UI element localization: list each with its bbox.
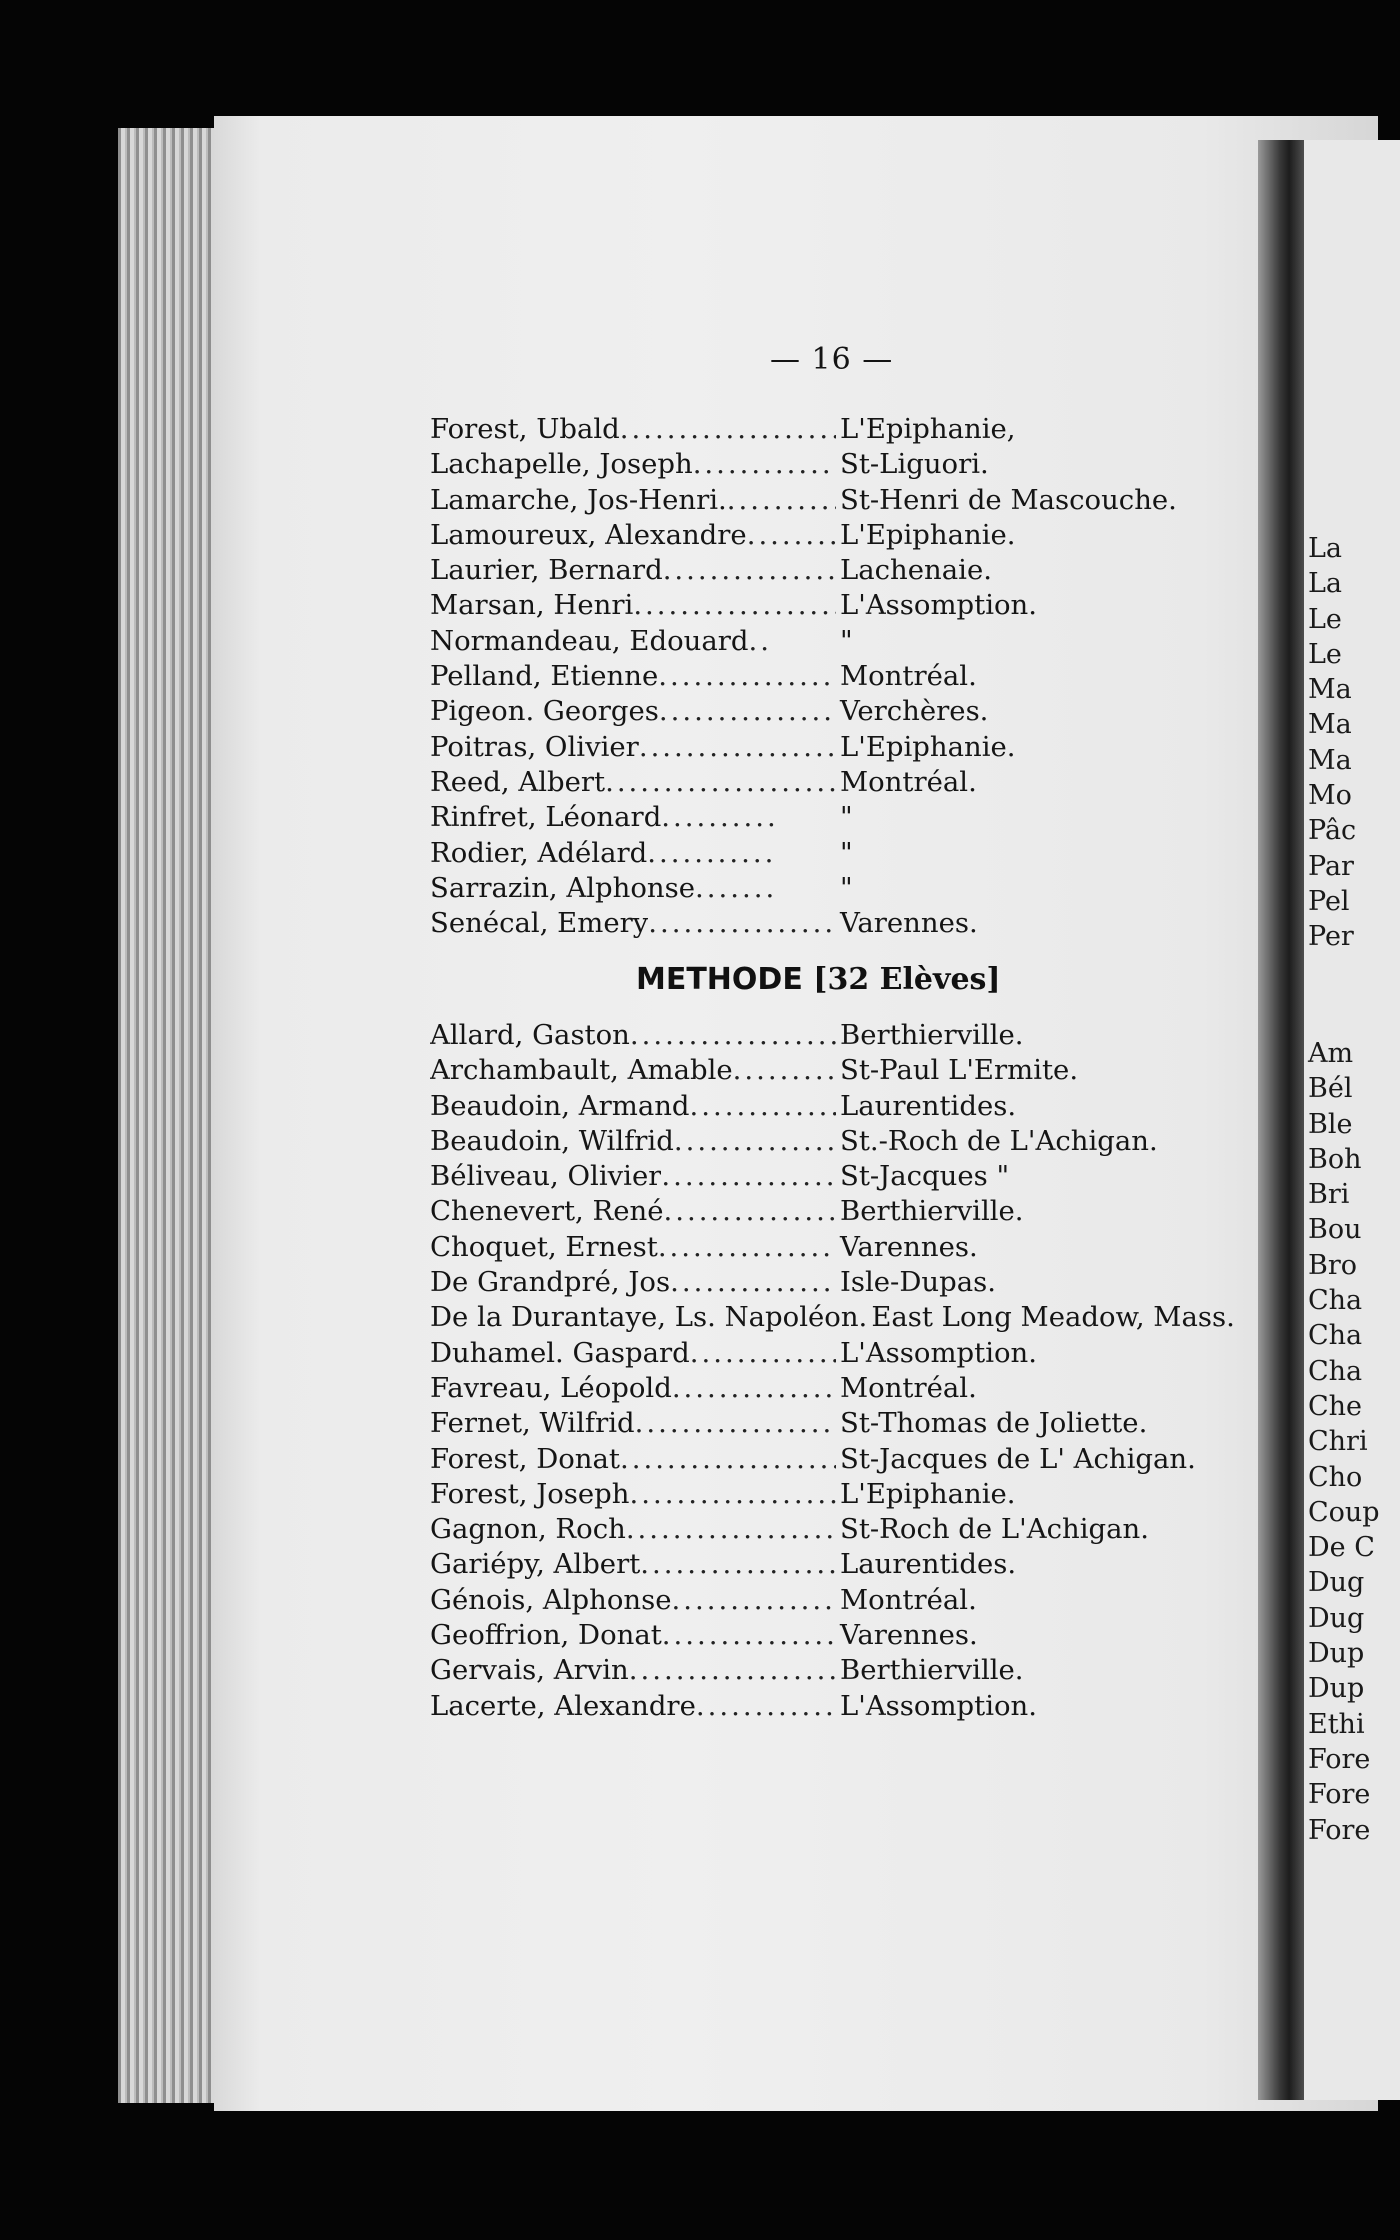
student-name: Lamoureux, Alexandre <box>430 518 747 551</box>
student-name: Sarrazin, Alphonse <box>430 871 696 904</box>
student-place: " <box>840 624 853 657</box>
student-name: Reed, Albert <box>430 765 606 798</box>
student-place: Laurentides. <box>840 1548 1017 1581</box>
student-place: St-Roch de L'Achigan. <box>840 1513 1149 1546</box>
list-item <box>430 730 1280 765</box>
section-heading <box>636 962 1001 997</box>
dot-leader <box>663 1194 836 1229</box>
student-name: De la Durantaye, Ls. Napoléon. <box>430 1301 868 1334</box>
student-place: Montréal. <box>840 765 977 798</box>
list-item <box>430 1477 1280 1512</box>
right-page-text-fragment: Cha <box>1308 1285 1363 1317</box>
list-item <box>430 1053 1280 1088</box>
list-item <box>430 1265 1280 1300</box>
list-item <box>430 553 1280 588</box>
right-page-text-fragment: Bou <box>1308 1214 1362 1246</box>
dot-leader <box>640 1547 836 1582</box>
student-name: Normandeau, Edouard <box>430 624 749 657</box>
dot-leader <box>662 1618 836 1653</box>
right-page-text-fragment: Dug <box>1308 1567 1365 1599</box>
student-name: Gariépy, Albert <box>430 1548 641 1581</box>
student-name: Béliveau, Olivier <box>430 1160 662 1193</box>
dot-leader <box>690 1336 836 1371</box>
dot-leader <box>658 1230 836 1265</box>
student-place: St-Henri de Mascouche. <box>840 483 1177 516</box>
list-item <box>430 588 1280 623</box>
list-item <box>430 1689 1280 1724</box>
student-place: St-Thomas de Joliette. <box>840 1407 1148 1440</box>
dot-leader <box>626 1512 836 1547</box>
student-name: Rinfret, Léonard <box>430 801 662 834</box>
dot-leader <box>749 624 774 659</box>
student-place: L'Assomption. <box>840 589 1037 622</box>
dot-leader <box>661 1159 836 1194</box>
right-page-text-fragment: De C <box>1308 1532 1375 1564</box>
dot-leader <box>695 871 774 906</box>
dot-leader <box>661 800 774 835</box>
student-name: Génois, Alphonse <box>430 1583 672 1616</box>
student-name: Pelland, Etienne <box>430 660 659 693</box>
student-place: Varennes. <box>840 1230 978 1263</box>
student-name: Pigeon. Georges <box>430 695 659 728</box>
right-page-text-fragment: Ma <box>1308 744 1352 776</box>
student-name: Rodier, Adélard <box>430 836 648 869</box>
student-name: Fernet, Wilfrid <box>430 1407 635 1440</box>
right-page-bottom-fragments <box>1304 1036 1400 1848</box>
student-name: Beaudoin, Wilfrid <box>430 1124 674 1157</box>
list-item <box>430 1442 1280 1477</box>
student-name: Forest, Joseph <box>430 1477 630 1510</box>
list-item <box>430 518 1280 553</box>
student-place: St-Jacques " <box>840 1160 1010 1193</box>
dot-leader <box>672 1583 836 1618</box>
list-item <box>430 1300 1280 1335</box>
student-name: Chenevert, René <box>430 1195 664 1228</box>
dot-leader <box>629 1477 836 1512</box>
right-page-text-fragment: Boh <box>1308 1143 1362 1175</box>
dot-leader <box>630 1018 836 1053</box>
student-place: St-Paul L'Ermite. <box>840 1054 1079 1087</box>
right-page-text-fragment: Ethi <box>1308 1708 1365 1740</box>
dot-leader <box>629 1653 836 1688</box>
student-place: Varennes. <box>840 907 978 940</box>
student-name: Lamarche, Jos-Henri. <box>430 483 727 516</box>
student-place: Berthierville. <box>840 1195 1024 1228</box>
right-page-text-fragment: Par <box>1308 850 1354 882</box>
student-place: L'Assomption. <box>840 1336 1037 1369</box>
student-list-methode <box>430 1018 1280 1724</box>
student-name: Archambault, Amable <box>430 1054 733 1087</box>
list-item <box>430 1124 1280 1159</box>
page-edges <box>118 128 228 2103</box>
right-page-text-fragment: Che <box>1308 1390 1363 1422</box>
student-place: Laurentides. <box>840 1089 1017 1122</box>
list-item <box>430 412 1280 447</box>
student-place: L'Assomption. <box>840 1689 1037 1722</box>
student-place: L'Epiphanie. <box>840 730 1016 763</box>
right-page-text-fragment: Pâc <box>1308 815 1357 847</box>
list-item <box>430 1653 1280 1688</box>
right-page <box>1304 140 1400 2100</box>
dot-leader <box>659 694 836 729</box>
right-page-text-fragment: Ma <box>1308 709 1352 741</box>
list-item <box>430 1018 1280 1053</box>
right-page-text-fragment: Cha <box>1308 1320 1363 1352</box>
list-item <box>430 836 1280 871</box>
student-name: Choquet, Ernest <box>430 1230 658 1263</box>
right-page-text-fragment: Ma <box>1308 674 1352 706</box>
student-name: Gagnon, Roch <box>430 1513 626 1546</box>
student-name: Marsan, Henri <box>430 589 634 622</box>
student-place: Montréal. <box>840 660 977 693</box>
list-item <box>430 1159 1280 1194</box>
right-page-text-fragment: Pel <box>1308 885 1350 917</box>
student-name: Lacerte, Alexandre <box>430 1689 696 1722</box>
list-item <box>430 800 1280 835</box>
right-page-text-fragment: Cha <box>1308 1355 1363 1387</box>
dot-leader <box>633 588 836 623</box>
right-page-text-fragment: Coup <box>1308 1496 1380 1528</box>
dot-leader <box>693 447 836 482</box>
student-place: " <box>840 871 853 904</box>
list-item <box>430 1583 1280 1618</box>
list-item <box>430 483 1280 518</box>
right-page-text-fragment: Fore <box>1308 1814 1371 1846</box>
dot-leader <box>605 765 836 800</box>
list-item <box>430 906 1280 941</box>
right-page-text-fragment: Le <box>1308 638 1342 670</box>
right-page-text-fragment: Bri <box>1308 1179 1350 1211</box>
dot-leader <box>647 836 774 871</box>
right-page-text-fragment: Am <box>1308 1038 1354 1069</box>
right-page-text-fragment: Bro <box>1308 1249 1358 1281</box>
right-page-text-fragment: Mo <box>1308 780 1352 812</box>
list-item <box>430 1406 1280 1441</box>
student-name: Forest, Ubald <box>430 413 620 445</box>
dot-leader <box>639 730 836 765</box>
student-name: Favreau, Léopold <box>430 1371 672 1404</box>
student-place: Berthierville. <box>840 1019 1024 1051</box>
right-page-text-fragment: Fore <box>1308 1779 1371 1811</box>
dot-leader <box>663 553 836 588</box>
student-place: East Long Meadow, Mass. <box>871 1301 1235 1334</box>
right-page-text-fragment: La <box>1308 533 1343 564</box>
section-count: [32 Elèves] <box>813 962 1001 997</box>
student-place: L'Epiphanie. <box>840 1477 1016 1510</box>
list-item <box>430 1547 1280 1582</box>
student-name: Allard, Gaston <box>430 1019 630 1051</box>
student-place: Lachenaie. <box>840 554 992 587</box>
list-item <box>430 765 1280 800</box>
dot-leader <box>620 412 836 447</box>
right-page-text-fragment: Dup <box>1308 1673 1365 1705</box>
page-number: — 16 — <box>770 342 894 377</box>
dot-leader <box>674 1124 836 1159</box>
student-name: De Grandpré, Jos <box>430 1266 671 1299</box>
list-item <box>430 1618 1280 1653</box>
list-item <box>430 871 1280 906</box>
right-page-text-fragment: Bél <box>1308 1073 1353 1105</box>
list-item <box>430 447 1280 482</box>
student-name: Gervais, Arvin <box>430 1654 629 1687</box>
student-place: Varennes. <box>840 1619 978 1652</box>
dot-leader <box>658 659 836 694</box>
student-place: St.-Roch de L'Achigan. <box>840 1124 1158 1157</box>
student-name: Beaudoin, Armand <box>430 1089 690 1122</box>
student-place: St-Jacques de L' Achigan. <box>840 1442 1196 1475</box>
student-name: Poitras, Olivier <box>430 730 639 763</box>
list-item <box>430 1194 1280 1229</box>
right-page-text-fragment: Le <box>1308 603 1342 635</box>
student-name: Duhamel. Gaspard <box>430 1336 690 1369</box>
student-name: Lachapelle, Joseph <box>430 448 693 481</box>
student-place: Montréal. <box>840 1371 977 1404</box>
student-place: " <box>840 801 853 834</box>
dot-leader <box>648 906 836 941</box>
dot-leader <box>733 1053 836 1088</box>
dot-leader <box>672 1371 836 1406</box>
right-page-text-fragment: Chri <box>1308 1426 1368 1458</box>
student-place: St-Liguori. <box>840 448 989 481</box>
right-page-text-fragment: Cho <box>1308 1461 1363 1493</box>
dot-leader <box>727 483 836 518</box>
student-name: Senécal, Emery <box>430 907 649 940</box>
student-place: Verchères. <box>840 695 989 728</box>
student-place: Montréal. <box>840 1583 977 1616</box>
list-item <box>430 1512 1280 1547</box>
right-page-text-fragment: La <box>1308 568 1343 600</box>
right-page-text-fragment: Ble <box>1308 1108 1353 1140</box>
list-item <box>430 1089 1280 1124</box>
student-place: Isle-Dupas. <box>840 1266 996 1299</box>
student-name: Geoffrion, Donat <box>430 1619 662 1652</box>
list-item <box>430 659 1280 694</box>
right-page-text-fragment: Fore <box>1308 1743 1371 1775</box>
student-place: L'Epiphanie, <box>840 413 1016 445</box>
section-title: METHODE <box>636 962 803 997</box>
dot-leader <box>635 1406 836 1441</box>
student-name: Forest, Donat <box>430 1442 620 1475</box>
student-place: " <box>840 836 853 869</box>
list-item <box>430 1371 1280 1406</box>
student-place: Berthierville. <box>840 1654 1024 1687</box>
list-item <box>430 1336 1280 1371</box>
right-page-text-fragment: Dup <box>1308 1638 1365 1670</box>
dot-leader <box>620 1442 836 1477</box>
student-place: L'Epiphanie. <box>840 518 1016 551</box>
right-page-text-fragment: Per <box>1308 921 1354 953</box>
list-item <box>430 694 1280 729</box>
right-page-text-fragment: Dug <box>1308 1602 1365 1634</box>
dot-leader <box>696 1689 836 1724</box>
student-name: Laurier, Bernard <box>430 554 663 587</box>
student-list-first <box>430 412 1280 941</box>
dot-leader <box>690 1089 836 1124</box>
dot-leader <box>670 1265 836 1300</box>
right-page-top-fragments <box>1304 531 1400 955</box>
list-item <box>430 1230 1280 1265</box>
dot-leader <box>747 518 836 553</box>
list-item <box>430 624 1280 659</box>
